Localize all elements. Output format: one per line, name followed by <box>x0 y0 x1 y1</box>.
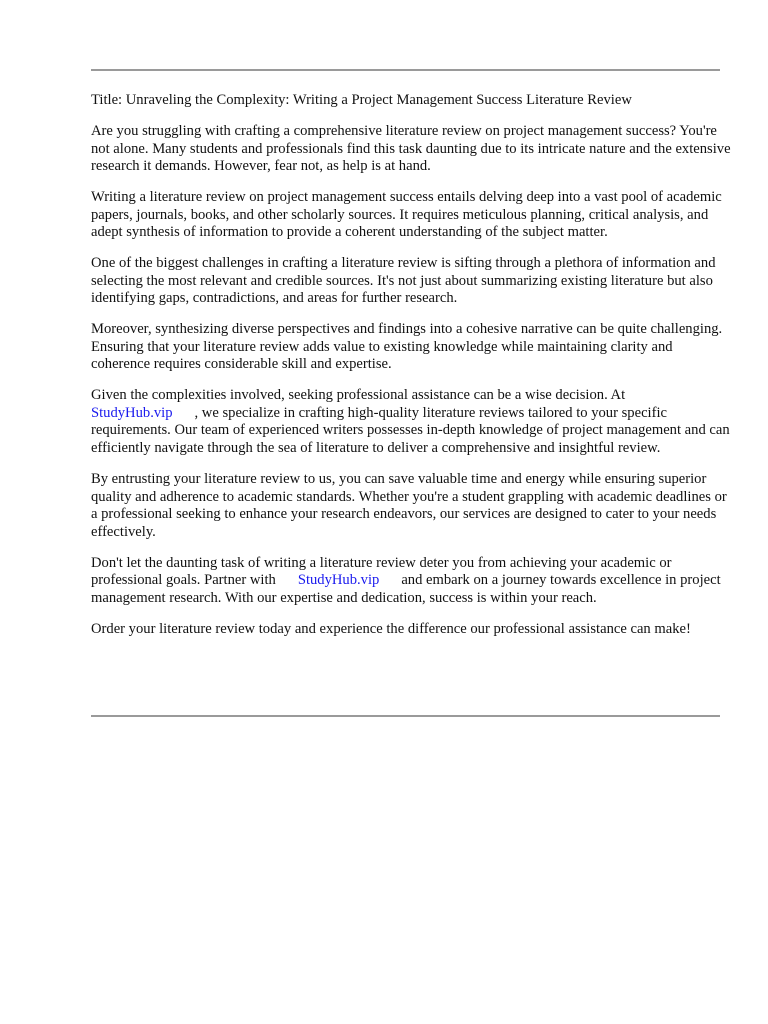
paragraph-synthesis: Moreover, synthesizing diverse perspectives and findings into a cohesive narrative can be quite challenging. Ensuring that your literature review adds value to existing knowledge while maintaining clarity and coherence requires considerable skill and expertise. <box>91 321 723 373</box>
paragraph-professional-help <box>91 387 731 457</box>
paragraph-text: and embark on a journey towards excellence in project management research. With our expertise and dedication, success is within your reach. <box>91 572 721 606</box>
paragraph-writing-review: Writing a literature review on project management success entails delving deep into a vast pool of academic papers, journals, books, and other scholarly sources. It requires meticulous planning, critical analysis, and adept synthesis of information to provide a coherent understanding of the subject matter. <box>91 189 722 241</box>
paragraph-intro: Are you struggling with crafting a comprehensive literature review on project management success? You're not alone. Many students and professionals find this task daunting due to its intricate nature and the extensive research it demands. However, fear not, as help is at hand. <box>91 123 731 175</box>
studyhub-link[interactable]: StudyHub.vip <box>91 404 173 421</box>
bottom-divider <box>91 715 720 717</box>
paragraph-text: Given the complexities involved, seeking professional assistance can be a wise decision. At <box>91 387 626 404</box>
paragraph-entrusting: By entrusting your literature review to us, you can save valuable time and energy while ensuring superior quality and adherence to academic standards. Whether you're a student grappling with academic deadlines or a professional seeking to enhance your research endeavors, our services are designed to cater to your needs effectively. <box>91 471 727 540</box>
paragraph-challenges: One of the biggest challenges in crafting a literature review is sifting through a plethora of information and selecting the most relevant and credible sources. It's not just about summarizing existing literature but also identifying gaps, contradictions, and areas for further research. <box>91 255 716 307</box>
document-body <box>91 92 731 652</box>
paragraph-partner <box>91 555 731 608</box>
document-title: Title: Unraveling the Complexity: Writing a Project Management Success Literature Review <box>91 92 632 108</box>
studyhub-link[interactable]: StudyHub.vip <box>297 572 380 589</box>
paragraph-call-to-action: Order your literature review today and experience the difference our professional assistance can make! <box>91 620 691 637</box>
paragraph-text: , we specialize in crafting high-quality literature reviews tailored to your specific requirements. Our team of experienced writers possesses in-depth knowledge of project management and can efficiently navigate through the sea of literature to deliver a comprehensive and insightful review. <box>91 404 730 456</box>
paragraph-text: Don't let the daunting task of writing a literature review deter you from achieving your academic or professional goals. Partner with <box>91 554 672 589</box>
top-divider <box>91 69 720 71</box>
